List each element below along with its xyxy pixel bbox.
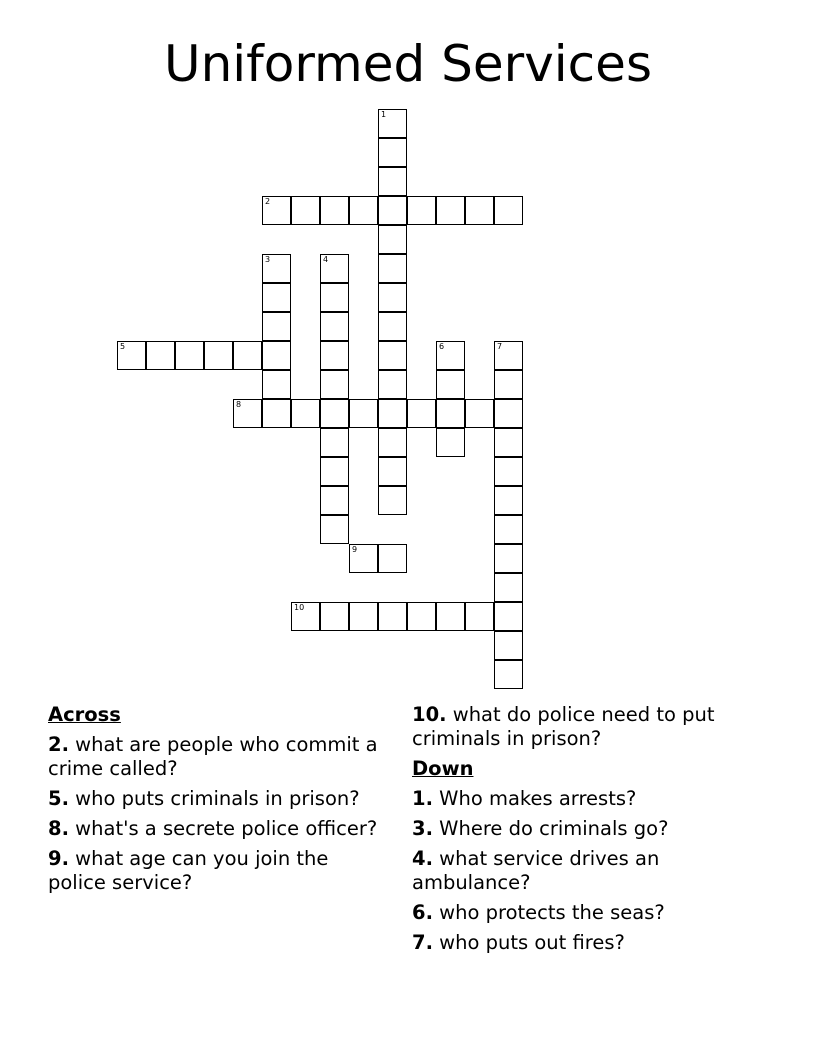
grid-cell[interactable] (320, 283, 349, 312)
grid-cell[interactable] (378, 283, 407, 312)
grid-cell[interactable] (378, 399, 407, 428)
grid-cell[interactable] (494, 544, 523, 573)
grid-cell[interactable] (320, 515, 349, 544)
grid-cell[interactable] (436, 341, 465, 370)
grid-cell[interactable] (320, 254, 349, 283)
grid-cell[interactable] (494, 341, 523, 370)
grid-cell[interactable] (407, 399, 436, 428)
grid-cell[interactable] (262, 196, 291, 225)
grid-cell[interactable] (262, 283, 291, 312)
grid-cell[interactable] (291, 196, 320, 225)
grid-cell[interactable] (407, 196, 436, 225)
clue-number: 8 (236, 400, 242, 409)
grid-cell[interactable] (320, 312, 349, 341)
grid-cell[interactable] (494, 486, 523, 515)
grid-cell[interactable] (378, 457, 407, 486)
clue-down-6: 6. who protects the seas? (412, 901, 665, 924)
grid-cell[interactable] (349, 196, 378, 225)
clue-across-5: 5. who puts criminals in prison? (48, 787, 360, 810)
grid-cell[interactable] (175, 341, 204, 370)
grid-cell[interactable] (320, 428, 349, 457)
grid-cell[interactable] (465, 399, 494, 428)
grid-cell[interactable] (291, 399, 320, 428)
grid-cell[interactable] (262, 254, 291, 283)
grid-cell[interactable] (494, 428, 523, 457)
grid-cell[interactable] (378, 254, 407, 283)
clue-number: 10 (294, 603, 305, 612)
grid-cell[interactable] (436, 399, 465, 428)
grid-cell[interactable] (262, 341, 291, 370)
grid-cell[interactable] (465, 196, 494, 225)
clue-number: 6 (439, 342, 445, 351)
clue-across-9: 9. what age can you join the police service? (48, 847, 329, 894)
clues-column-right (412, 703, 772, 961)
grid-cell[interactable] (494, 457, 523, 486)
clue-number: 4 (323, 255, 329, 264)
grid-cell[interactable] (494, 399, 523, 428)
grid-cell[interactable] (320, 399, 349, 428)
clue-number: 9 (352, 545, 358, 554)
grid-cell[interactable] (320, 370, 349, 399)
clue-down-4: 4. what service drives an ambulance? (412, 847, 660, 894)
grid-cell[interactable] (320, 196, 349, 225)
grid-cell[interactable] (378, 602, 407, 631)
grid-cell[interactable] (378, 196, 407, 225)
clue-down-1: 1. Who makes arrests? (412, 787, 637, 810)
clue-number: 1 (381, 110, 387, 119)
clue-number: 2 (265, 197, 271, 206)
clue-down-3: 3. Where do criminals go? (412, 817, 669, 840)
grid-cell[interactable] (378, 544, 407, 573)
grid-cell[interactable] (349, 602, 378, 631)
grid-cell[interactable] (262, 399, 291, 428)
clue-number: 7 (497, 342, 503, 351)
grid-cell[interactable] (378, 312, 407, 341)
page-title: Uniformed Services (164, 35, 652, 93)
grid-cell[interactable] (320, 486, 349, 515)
grid-cell[interactable] (117, 341, 146, 370)
grid-cell[interactable] (494, 370, 523, 399)
grid-cell[interactable] (494, 660, 523, 689)
grid-cell[interactable] (233, 399, 262, 428)
clue-across-8: 8. what's a secrete police officer? (48, 817, 378, 840)
grid-cell[interactable] (349, 544, 378, 573)
grid-cell[interactable] (262, 312, 291, 341)
clue-number: 3 (265, 255, 271, 264)
grid-cell[interactable] (378, 225, 407, 254)
grid-cell[interactable] (233, 341, 262, 370)
clue-across-10: 10. what do police need to put criminals in prison? (412, 703, 715, 750)
grid-cell[interactable] (494, 573, 523, 602)
grid-cell[interactable] (494, 196, 523, 225)
clues-column-left (48, 703, 378, 901)
grid-cell[interactable] (146, 341, 175, 370)
grid-cell[interactable] (378, 428, 407, 457)
grid-cell[interactable] (494, 515, 523, 544)
down-heading: Down (412, 757, 474, 780)
grid-cell[interactable] (465, 602, 494, 631)
grid-cell[interactable] (320, 341, 349, 370)
grid-cell[interactable] (320, 602, 349, 631)
grid-cell[interactable] (378, 341, 407, 370)
grid-cell[interactable] (407, 602, 436, 631)
clue-across-2: 2. what are people who commit a crime called? (48, 733, 378, 780)
grid-cell[interactable] (494, 602, 523, 631)
grid-cell[interactable] (378, 167, 407, 196)
clue-down-7: 7. who puts out fires? (412, 931, 625, 954)
grid-cell[interactable] (320, 457, 349, 486)
grid-cell[interactable] (378, 138, 407, 167)
grid-cell[interactable] (204, 341, 233, 370)
grid-cell[interactable] (494, 631, 523, 660)
grid-cell[interactable] (436, 196, 465, 225)
grid-cell[interactable] (291, 602, 320, 631)
grid-cell[interactable] (378, 109, 407, 138)
grid-cell[interactable] (349, 399, 378, 428)
grid-cell[interactable] (436, 602, 465, 631)
grid-cell[interactable] (378, 486, 407, 515)
across-heading: Across (48, 703, 121, 726)
grid-cell[interactable] (436, 370, 465, 399)
grid-cell[interactable] (262, 370, 291, 399)
clue-number: 5 (120, 342, 126, 351)
grid-cell[interactable] (378, 370, 407, 399)
grid-cell[interactable] (436, 428, 465, 457)
